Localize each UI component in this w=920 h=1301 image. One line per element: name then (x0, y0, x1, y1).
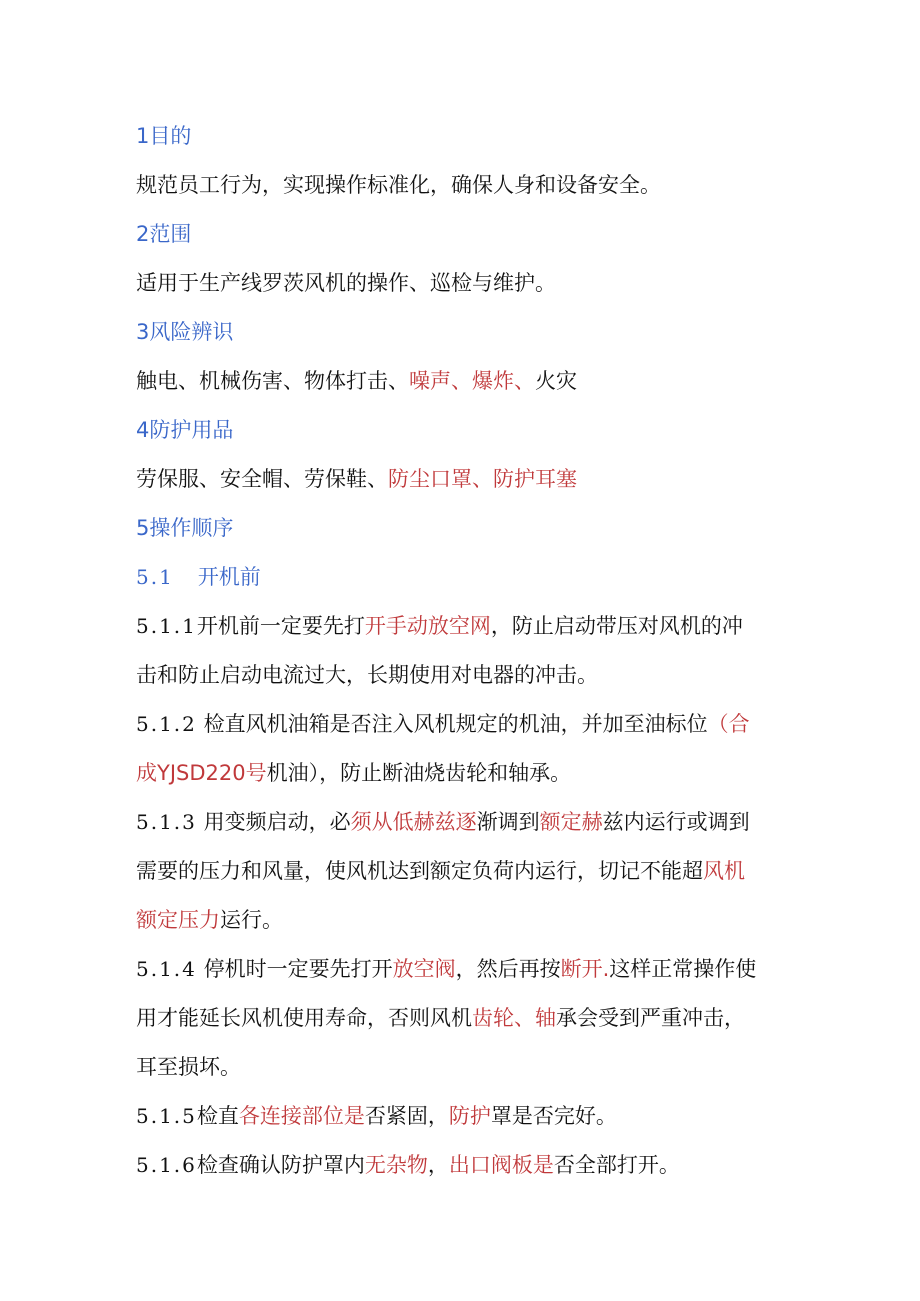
text-run: 劳保服、安全帽、劳保鞋、 (136, 467, 388, 491)
step-5-1-4-line-3 (136, 1043, 776, 1092)
text-run: ，然后再按 (455, 957, 561, 981)
text-run: 停机时一定要先打开 (196, 957, 393, 981)
highlight-text: 开手动放空网 (364, 614, 491, 638)
text-run: 检直风机油箱是否注入风机规定的机油，并加至油标位 (196, 712, 708, 736)
subsection-heading (136, 553, 776, 602)
text-run: 耳至损坏。 (136, 1055, 241, 1079)
highlight-text: 无杂物 (364, 1153, 428, 1177)
subsection-title: 开机前 (197, 565, 261, 589)
step-number: 5.1.1 (136, 614, 197, 638)
text-run: 这样正常操作使 (609, 957, 757, 981)
section-body-scope: 适用于生产线罗茨风机的操作、巡检与维护。 (136, 271, 556, 295)
section-body-ppe (136, 455, 776, 504)
highlight-text: 放空阀 (392, 957, 456, 981)
text-run: 运行。 (220, 908, 283, 932)
highlight-text: （合 (707, 712, 750, 736)
step-5-1-6-line-1 (136, 1141, 776, 1190)
text-run: 触电、机械伤害、物体打击、 (136, 369, 409, 393)
step-5-1-4-line-2 (136, 994, 776, 1043)
text-run: 用变频启动，必 (196, 810, 351, 834)
highlight-text: 断开. (560, 957, 610, 981)
highlight-text: 风机 (703, 859, 745, 883)
step-5-1-4-line-1 (136, 945, 776, 994)
section-heading-scope: 2范围 (136, 222, 192, 246)
text-run: 否全部打开。 (553, 1153, 680, 1177)
step-5-1-1-line-2 (136, 651, 776, 700)
highlight-text: 防护 (448, 1104, 491, 1128)
highlight-text: 须从低赫兹逐 (350, 810, 477, 834)
highlight-text: 各连接部位是 (238, 1104, 365, 1128)
text-run: 机油），防止断油烧齿轮和轴承。 (266, 761, 572, 785)
step-number: 5.1.2 (136, 712, 197, 736)
section-heading-ppe: 4防护用品 (136, 418, 234, 442)
subsection-number: 5.1 (136, 565, 174, 589)
text-run: 需要的压力和风量，使风机达到额定负荷内运行，切记不能超 (136, 859, 703, 883)
highlight-text: 成YJSD220号 (136, 761, 267, 785)
section-heading-purpose: 1目的 (136, 124, 192, 148)
step-number: 5.1.4 (136, 957, 197, 981)
text-run: 承会受到严重冲击， (556, 1006, 745, 1030)
step-5-1-2-line-1 (136, 700, 776, 749)
highlight-text: 齿轮、轴 (472, 1006, 556, 1030)
text-run: 火灾 (535, 369, 577, 393)
text-run: 兹内运行或调到 (602, 810, 750, 834)
text-run: ， (427, 1153, 449, 1177)
step-5-1-3-line-3 (136, 896, 776, 945)
highlight-text: 噪声、爆炸、 (409, 369, 535, 393)
step-5-1-3-line-1 (136, 798, 776, 847)
text-run: ，防止启动带压对风机的冲 (490, 614, 743, 638)
text-run: 用才能延长风机使用寿命，否则风机 (136, 1006, 472, 1030)
document-page (136, 112, 776, 1190)
text-run: 检直 (196, 1104, 239, 1128)
section-heading-procedure: 5操作顺序 (136, 516, 234, 540)
highlight-text: 防尘口罩、防护耳塞 (388, 467, 577, 491)
text-run: 开机前一定要先打 (196, 614, 365, 638)
text-run: 渐调到 (476, 810, 540, 834)
step-5-1-3-line-2 (136, 847, 776, 896)
step-number: 5.1.5 (136, 1104, 197, 1128)
step-5-1-2-line-2 (136, 749, 776, 798)
text-run: 击和防止启动电流过大，长期使用对电器的冲击。 (136, 663, 598, 687)
highlight-text: 额定赫 (539, 810, 603, 834)
section-body-risk (136, 357, 776, 406)
highlight-text: 额定压力 (136, 908, 220, 932)
step-number: 5.1.6 (136, 1153, 197, 1177)
section-heading-risk: 3风险辨识 (136, 320, 234, 344)
step-5-1-5-line-1 (136, 1092, 776, 1141)
step-5-1-1-line-1 (136, 602, 776, 651)
text-run: 检查确认防护罩内 (196, 1153, 365, 1177)
section-body-purpose: 规范员工行为，实现操作标准化，确保人身和设备安全。 (136, 173, 661, 197)
text-run: 否紧固， (364, 1104, 449, 1128)
highlight-text: 出口阀板是 (448, 1153, 554, 1177)
step-number: 5.1.3 (136, 810, 197, 834)
text-run: 罩是否完好。 (490, 1104, 617, 1128)
